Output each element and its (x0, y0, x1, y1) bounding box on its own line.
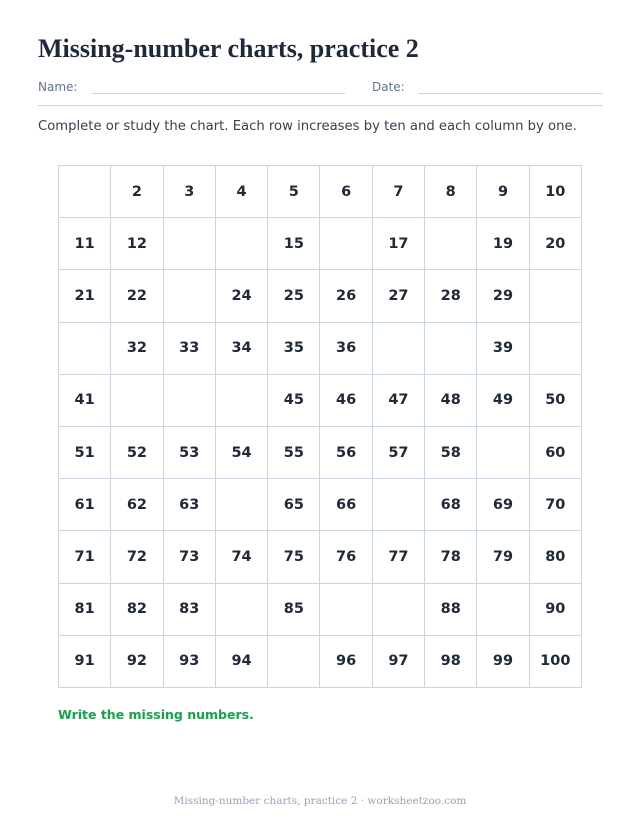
number-cell: 39 (477, 322, 529, 374)
chart-row (59, 635, 582, 687)
number-cell: 70 (529, 479, 581, 531)
number-cell: 45 (268, 374, 320, 426)
blank-cell[interactable] (59, 166, 111, 218)
name-field-line[interactable] (92, 93, 345, 94)
number-cell: 21 (59, 270, 111, 322)
number-cell: 2 (111, 166, 163, 218)
number-cell: 12 (111, 218, 163, 270)
blank-cell[interactable] (215, 218, 267, 270)
number-cell: 8 (425, 166, 477, 218)
number-cell: 41 (59, 374, 111, 426)
number-cell: 91 (59, 635, 111, 687)
number-cell: 4 (215, 166, 267, 218)
number-cell: 29 (477, 270, 529, 322)
number-cell: 93 (163, 635, 215, 687)
number-cell: 33 (163, 322, 215, 374)
number-cell: 17 (372, 218, 424, 270)
number-cell: 72 (111, 531, 163, 583)
blank-cell[interactable] (477, 583, 529, 635)
chart-row (59, 531, 582, 583)
number-cell: 51 (59, 426, 111, 478)
number-cell: 60 (529, 426, 581, 478)
number-cell: 75 (268, 531, 320, 583)
number-cell: 27 (372, 270, 424, 322)
number-cell: 20 (529, 218, 581, 270)
instructions-text: Complete or study the chart. Each row increases by ten and each column by one. (38, 119, 577, 134)
number-cell: 94 (215, 635, 267, 687)
blank-cell[interactable] (215, 479, 267, 531)
number-cell: 62 (111, 479, 163, 531)
blank-cell[interactable] (215, 583, 267, 635)
number-cell: 7 (372, 166, 424, 218)
number-cell: 80 (529, 531, 581, 583)
chart-row (59, 322, 582, 374)
blank-cell[interactable] (529, 270, 581, 322)
number-cell: 48 (425, 374, 477, 426)
date-label: Date: (372, 80, 405, 94)
info-row (38, 80, 603, 100)
number-cell: 85 (268, 583, 320, 635)
hundred-chart (58, 165, 582, 688)
number-cell: 61 (59, 479, 111, 531)
number-cell: 55 (268, 426, 320, 478)
number-cell: 25 (268, 270, 320, 322)
number-cell: 66 (320, 479, 372, 531)
number-cell: 56 (320, 426, 372, 478)
number-cell: 77 (372, 531, 424, 583)
number-cell: 58 (425, 426, 477, 478)
number-cell: 52 (111, 426, 163, 478)
number-cell: 88 (425, 583, 477, 635)
number-cell: 81 (59, 583, 111, 635)
number-cell: 47 (372, 374, 424, 426)
blank-cell[interactable] (215, 374, 267, 426)
number-cell: 92 (111, 635, 163, 687)
chart-row (59, 166, 582, 218)
number-cell: 53 (163, 426, 215, 478)
number-cell: 28 (425, 270, 477, 322)
number-cell: 74 (215, 531, 267, 583)
number-cell: 10 (529, 166, 581, 218)
number-cell: 49 (477, 374, 529, 426)
chart-row (59, 218, 582, 270)
number-cell: 68 (425, 479, 477, 531)
blank-cell[interactable] (163, 270, 215, 322)
number-cell: 46 (320, 374, 372, 426)
instruction-note: Write the missing numbers. (58, 707, 254, 722)
number-cell: 6 (320, 166, 372, 218)
chart-row (59, 479, 582, 531)
number-cell: 24 (215, 270, 267, 322)
blank-cell[interactable] (111, 374, 163, 426)
blank-cell[interactable] (372, 322, 424, 374)
blank-cell[interactable] (477, 426, 529, 478)
blank-cell[interactable] (425, 218, 477, 270)
number-cell: 22 (111, 270, 163, 322)
name-label: Name: (38, 80, 78, 94)
number-cell: 90 (529, 583, 581, 635)
blank-cell[interactable] (425, 322, 477, 374)
chart-row (59, 374, 582, 426)
chart-row (59, 426, 582, 478)
number-cell: 96 (320, 635, 372, 687)
blank-cell[interactable] (59, 322, 111, 374)
number-cell: 9 (477, 166, 529, 218)
number-cell: 54 (215, 426, 267, 478)
number-cell: 65 (268, 479, 320, 531)
blank-cell[interactable] (320, 583, 372, 635)
number-cell: 26 (320, 270, 372, 322)
number-cell: 57 (372, 426, 424, 478)
number-cell: 99 (477, 635, 529, 687)
number-cell: 32 (111, 322, 163, 374)
number-cell: 82 (111, 583, 163, 635)
number-cell: 100 (529, 635, 581, 687)
number-cell: 19 (477, 218, 529, 270)
number-cell: 98 (425, 635, 477, 687)
page-footer: Missing-number charts, practice 2 · worksheetzoo.com (173, 795, 467, 807)
blank-cell[interactable] (268, 635, 320, 687)
blank-cell[interactable] (529, 322, 581, 374)
blank-cell[interactable] (163, 218, 215, 270)
number-cell: 11 (59, 218, 111, 270)
number-cell: 73 (163, 531, 215, 583)
number-cell: 5 (268, 166, 320, 218)
blank-cell[interactable] (163, 374, 215, 426)
number-cell: 15 (268, 218, 320, 270)
number-cell: 63 (163, 479, 215, 531)
number-cell: 71 (59, 531, 111, 583)
number-cell: 78 (425, 531, 477, 583)
number-cell: 69 (477, 479, 529, 531)
number-cell: 3 (163, 166, 215, 218)
number-cell: 50 (529, 374, 581, 426)
page-title: Missing-number charts, practice 2 (38, 34, 419, 63)
chart-row (59, 270, 582, 322)
header-divider (38, 105, 603, 106)
blank-cell[interactable] (320, 218, 372, 270)
number-cell: 36 (320, 322, 372, 374)
number-cell: 76 (320, 531, 372, 583)
number-cell: 97 (372, 635, 424, 687)
number-cell: 83 (163, 583, 215, 635)
number-cell: 34 (215, 322, 267, 374)
blank-cell[interactable] (372, 479, 424, 531)
blank-cell[interactable] (372, 583, 424, 635)
date-field-line[interactable] (418, 93, 603, 94)
chart-row (59, 583, 582, 635)
number-cell: 35 (268, 322, 320, 374)
number-cell: 79 (477, 531, 529, 583)
